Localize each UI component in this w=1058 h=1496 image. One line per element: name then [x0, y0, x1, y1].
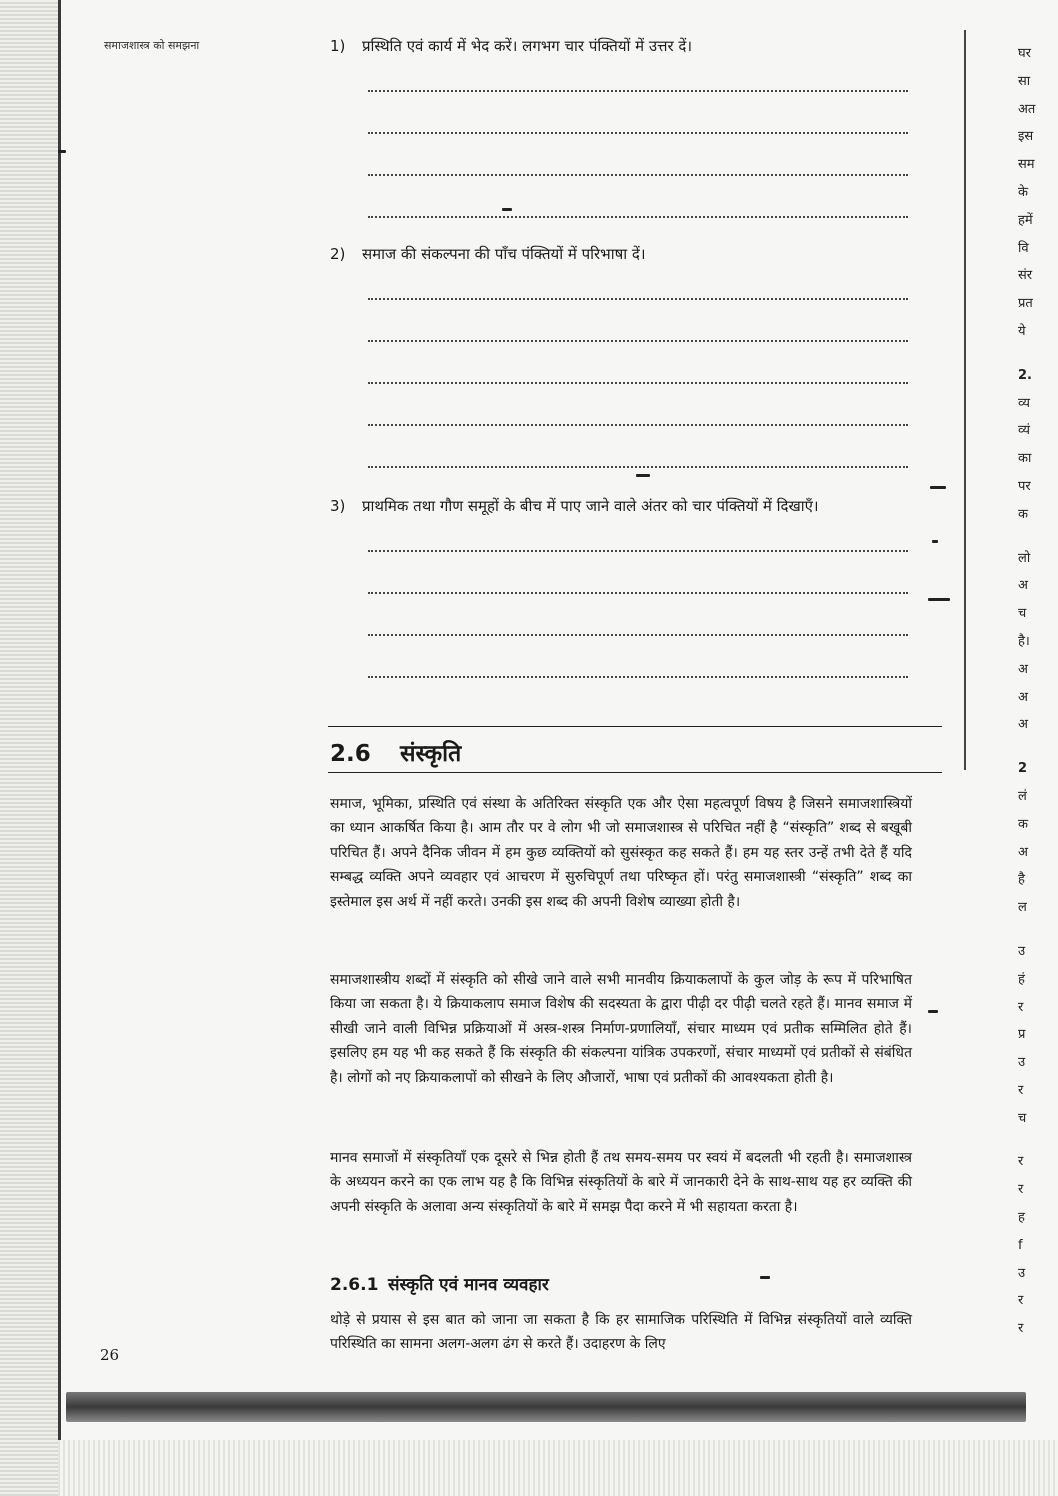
subsection-heading — [330, 1272, 549, 1295]
margin-fragment: ह — [1018, 1210, 1025, 1226]
section-heading — [330, 736, 461, 768]
scan-mark — [760, 1276, 770, 1279]
answer-line[interactable] — [368, 634, 908, 636]
margin-fragment: व्य — [1018, 395, 1030, 411]
answer-line[interactable] — [368, 174, 908, 176]
margin-fragment: है। — [1018, 633, 1030, 649]
section-number: 2.6 — [330, 741, 371, 767]
answer-line[interactable] — [368, 424, 908, 426]
scan-edge-left — [0, 0, 61, 1496]
margin-fragment: र — [1018, 1082, 1024, 1098]
margin-fragment: ये — [1018, 323, 1026, 339]
margin-fragment: इस — [1018, 129, 1034, 145]
scan-mark — [928, 598, 950, 601]
paragraph-1: समाज, भूमिका, प्रस्थिति एवं संस्था के अतिरिक्त संस्कृति एक और ऐसा महत्वपूर्ण विषय है जिसने समाजशास्त्रियों का ध्यान आकर्षित किया है। आम तौर पर वे लोग भी जो समाजशास्त्र से परिचित नहीं है “संस्कृति” शब्द से बखूबी परिचित हैं। अपने दैनिक जीवन में हम कुछ व्यक्तियों को सुसंस्कृत कह सकते हैं। हम यह स्तर उन्हें तभी देते हैं यदि सम्बद्ध व्यक्ति अपने व्यवहार एवं आचरण में सुरुचिपूर्ण तथा परिष्कृत हों। परंतु समाजशास्त्री “संस्कृति” शब्द का इस्तेमाल इस अर्थ में नहीं करते। उनकी इस शब्द की अपनी विशेष व्याख्या होती है। — [330, 796, 912, 910]
margin-fragment: पर — [1018, 478, 1031, 494]
scan-mark — [930, 486, 946, 489]
margin-fragment: 2. — [1018, 367, 1032, 383]
margin-fragment: र — [1018, 1182, 1024, 1198]
question-3 — [330, 496, 819, 516]
margin-fragment: अ — [1018, 717, 1028, 733]
margin-fragment: f — [1018, 1237, 1023, 1253]
margin-fragment: अ — [1018, 689, 1028, 705]
section-top-rule — [328, 726, 942, 727]
page-bottom-shadow — [66, 1392, 1026, 1422]
scan-mark — [928, 1010, 938, 1013]
margin-fragment: अ — [1018, 844, 1028, 860]
answer-line[interactable] — [368, 550, 908, 552]
question-text: प्रस्थिति एवं कार्य में भेद करें। लगभग चार पंक्तियों में उत्तर दें। — [362, 37, 693, 55]
margin-fragment: संर — [1018, 268, 1033, 284]
margin-fragment: लो — [1018, 550, 1031, 566]
margin-fragment: क — [1018, 506, 1028, 522]
page-fold-rule — [964, 30, 966, 770]
margin-fragment: उ — [1018, 1055, 1026, 1071]
margin-fragment: वि — [1018, 240, 1029, 256]
answer-line[interactable] — [368, 90, 908, 92]
margin-fragment: र — [1018, 1293, 1024, 1309]
margin-fragment: हमें — [1018, 212, 1033, 228]
margin-fragment: हं — [1018, 971, 1025, 987]
paragraph-2: समाजशास्त्रीय शब्दों में संस्कृति को सीखे जाने वाले सभी मानवीय क्रियाकलापों के कुल जोड़ के रूप में परिभाषित किया जा सकता है। ये क्रियाकलाप समाज विशेष की सदस्यता के द्वारा पीढ़ी दर पीढ़ी चलते रहते हैं। मानव समाज में सीखी जाने वाली विभिन्न प्रक्रियाओं में अस्त्र-शस्त्र निर्माण-प्रणालियाँ, संचार माध्यम एवं प्रतीक सम्मिलित होते हैं। इसलिए हम यह भी कह सकते हैं कि संस्कृति की संकल्पना यांत्रिक उपकरणों, संचार माध्यमों एवं प्रतीकों से संबंधित है। लोगों को नए क्रियाकलापों को सीखने के लिए औजारों, भाषा एवं प्रतीकों की आवश्यकता होती है। — [330, 972, 912, 1086]
answer-line[interactable] — [368, 216, 908, 218]
question-2 — [330, 244, 646, 264]
margin-fragment: ल — [1018, 900, 1027, 916]
scan-edge-bottom — [58, 1440, 1058, 1496]
margin-fragment: सम — [1018, 157, 1035, 173]
margin-fragment: र — [1018, 1154, 1024, 1170]
subsection-paragraph: थोड़े से प्रयास से इस बात को जाना जा सकता है कि हर सामाजिक परिस्थिति में विभिन्न संस्कृतियों वाले व्यक्ति परिस्थिति का सामना अलग-अलग ढंग से करते हैं। उदाहरण के लिए — [330, 1312, 912, 1353]
adjacent-page-margin — [1018, 40, 1054, 1343]
margin-fragment: का — [1018, 451, 1032, 467]
margin-fragment: च — [1018, 606, 1027, 622]
answer-line[interactable] — [368, 298, 908, 300]
margin-fragment: व्यं — [1018, 423, 1030, 439]
running-head: समाजशास्त्र को समझना — [104, 39, 200, 52]
margin-fragment: के — [1018, 184, 1028, 200]
margin-fragment: लं — [1018, 788, 1027, 804]
margin-fragment: अ — [1018, 661, 1028, 677]
answer-line[interactable] — [368, 382, 908, 384]
margin-fragment: 2 — [1018, 761, 1028, 777]
paragraph-3: मानव समाजों में संस्कृतियाँ एक दूसरे से भिन्न होती हैं तथ समय-समय पर स्वयं में बदलती भी रहती है। समाजशास्त्र के अध्ययन करने का एक लाभ यह है कि विभिन्न संस्कृतियों के बारे में जानकारी देने के साथ-साथ यह हर व्यक्ति की अपनी संस्कृति के अलावा अन्य संस्कृतियों के बारे में समझ पैदा करने में भी सहायता करता है। — [330, 1150, 912, 1215]
scan-mark — [636, 474, 650, 477]
scan-mark — [932, 540, 938, 543]
margin-fragment: है — [1018, 872, 1025, 888]
margin-fragment: घर — [1018, 46, 1032, 61]
margin-fragment: अत — [1018, 101, 1036, 117]
margin-fragment: र — [1018, 1321, 1024, 1337]
margin-fragment: च — [1018, 1110, 1027, 1126]
question-1 — [330, 36, 692, 56]
margin-fragment: क — [1018, 816, 1028, 832]
margin-fragment: उ — [1018, 1265, 1026, 1281]
subsection-number: 2.6.1 — [330, 1275, 379, 1295]
margin-fragment: अ — [1018, 578, 1028, 594]
page-number: 26 — [100, 1346, 120, 1364]
section-title: संस्कृति — [400, 741, 462, 767]
answer-line[interactable] — [368, 466, 908, 468]
answer-line[interactable] — [368, 340, 908, 342]
margin-fragment: र — [1018, 999, 1024, 1015]
question-number: 2) — [330, 245, 346, 263]
margin-fragment: प्र — [1018, 1027, 1026, 1043]
answer-line[interactable] — [368, 592, 908, 594]
scan-mark — [502, 208, 512, 211]
answer-line[interactable] — [368, 132, 908, 134]
question-number: 1) — [330, 37, 346, 55]
question-number: 3) — [330, 497, 346, 515]
margin-fragment: उ — [1018, 943, 1026, 959]
question-text: समाज की संकल्पना की पाँच पंक्तियों में परिभाषा दें। — [362, 245, 646, 263]
answer-line[interactable] — [368, 676, 908, 678]
margin-fragment: प्रत — [1018, 296, 1033, 312]
section-bottom-rule — [328, 772, 942, 773]
margin-fragment: सा — [1018, 73, 1031, 89]
question-text: प्राथमिक तथा गौण समूहों के बीच में पाए जाने वाले अंतर को चार पंक्तियों में दिखाएँ। — [362, 497, 819, 515]
scan-mark — [58, 150, 66, 153]
subsection-title: संस्कृति एवं मानव व्यवहार — [388, 1275, 549, 1295]
